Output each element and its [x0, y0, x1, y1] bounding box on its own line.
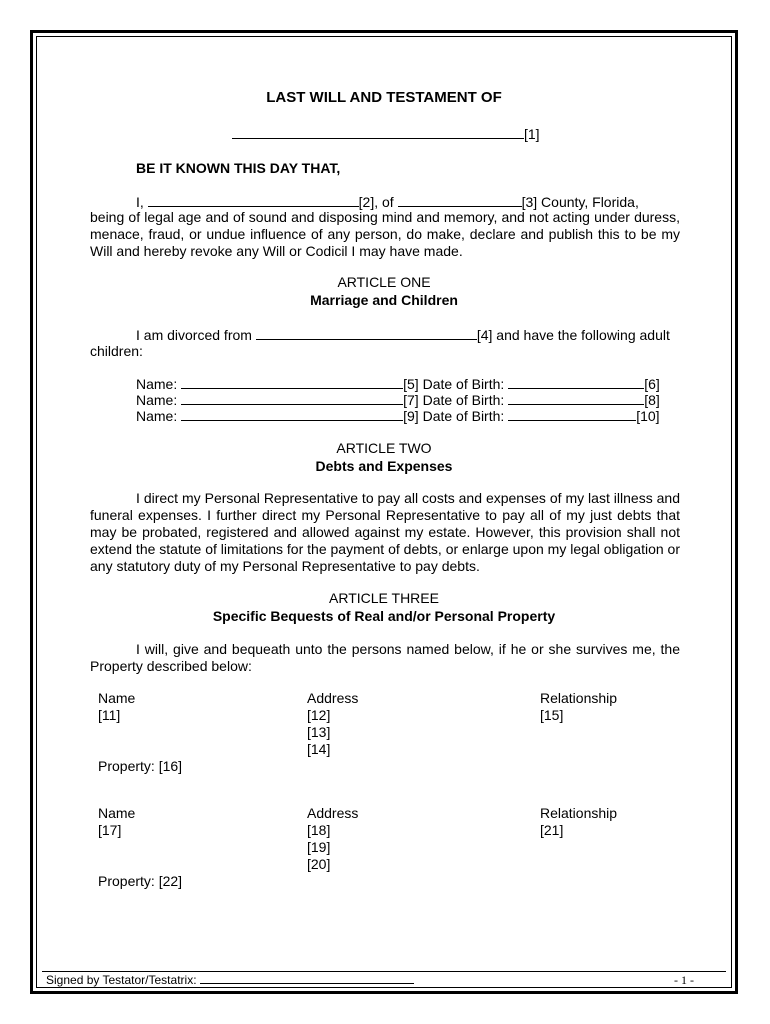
article-one-heading: ARTICLE ONE	[337, 274, 431, 290]
article-one-subheading: Marriage and Children	[310, 292, 458, 308]
divorced-line: I am divorced from [4] and have the following adult	[136, 327, 670, 343]
bequest-name-ref: [17]	[98, 822, 122, 838]
bequest-address-ref: [14]	[307, 741, 331, 757]
testator-name-blank[interactable]	[148, 193, 359, 207]
intro-paragraph: being of legal age and of sound and disposing mind and memory, and not acting under duress, menace, fraud, or undue influence of any person, do make, declare and publish this to be my Will and hereby revoke any Will or Codicil I may have made.	[90, 209, 680, 259]
article-three-subheading: Specific Bequests of Real and/or Personal Property	[212, 608, 556, 624]
bequest-property: Property: [22]	[98, 873, 183, 889]
child-name-blank[interactable]	[181, 407, 403, 421]
bequest-address-header: Address	[307, 690, 359, 706]
child-row: Name: [5] Date of Birth: [6]	[136, 376, 660, 392]
bequest-address-ref: [18]	[307, 822, 331, 838]
bequest-address-ref: [12]	[307, 707, 331, 723]
article-two-heading: ARTICLE TWO	[336, 440, 432, 456]
child-row: Name: [7] Date of Birth: [8]	[136, 392, 660, 408]
bequest-address-header: Address	[307, 805, 359, 821]
signature-line: Signed by Testator/Testatrix:	[46, 973, 414, 987]
field-ref-1: [1]	[524, 126, 540, 142]
bequest-address-ref: [19]	[307, 839, 331, 855]
child-dob-blank[interactable]	[508, 407, 636, 421]
child-dob-blank[interactable]	[508, 391, 644, 405]
bequest-name-header: Name	[98, 690, 136, 706]
divorced-line-cont: children:	[90, 343, 143, 359]
be-it-known-heading: BE IT KNOWN THIS DAY THAT,	[136, 160, 341, 176]
bequest-relationship-header: Relationship	[540, 690, 618, 706]
testator-signature-blank[interactable]	[200, 973, 414, 984]
bequest-relationship-ref: [21]	[540, 822, 564, 838]
document-page	[36, 36, 732, 988]
child-row: Name: [9] Date of Birth: [10]	[136, 408, 660, 424]
bequest-name-ref: [11]	[98, 707, 121, 723]
bequest-name-header: Name	[98, 805, 136, 821]
county-blank[interactable]	[398, 193, 522, 207]
bequest-relationship-ref: [15]	[540, 707, 564, 723]
page-number: - 1 -	[674, 973, 694, 987]
bequest-address-ref: [13]	[307, 724, 331, 740]
testator-name-field[interactable]	[232, 125, 540, 142]
child-dob-blank[interactable]	[508, 375, 644, 389]
article-two-paragraph: I direct my Personal Representative to pay all costs and expenses of my last illness and funeral expenses. I further direct my Personal Representative to pay all of my just debts that may be probated, registered and allowed against my estate. However, this provision shall not extend the statute of limitations for the payment of debts, or enlarge upon my legal obligation or any statutory duty of my Personal Representative to pay debts.	[90, 490, 680, 574]
former-spouse-blank[interactable]	[256, 326, 477, 340]
child-name-blank[interactable]	[181, 391, 403, 405]
document-title: LAST WILL AND TESTAMENT OF	[266, 89, 502, 106]
bequest-property: Property: [16]	[98, 758, 183, 774]
article-two-subheading: Debts and Expenses	[315, 458, 453, 474]
intro-line-1: I, [2], of [3] County, Florida,	[136, 194, 639, 210]
bequest-address-ref: [20]	[307, 856, 331, 872]
article-three-heading: ARTICLE THREE	[329, 590, 439, 606]
article-three-paragraph: I will, give and bequeath unto the persons named below, if he or she survives me, the Property described below:	[90, 641, 680, 674]
bequest-relationship-header: Relationship	[540, 805, 618, 821]
footer-divider	[42, 971, 726, 972]
child-name-blank[interactable]	[181, 375, 403, 389]
